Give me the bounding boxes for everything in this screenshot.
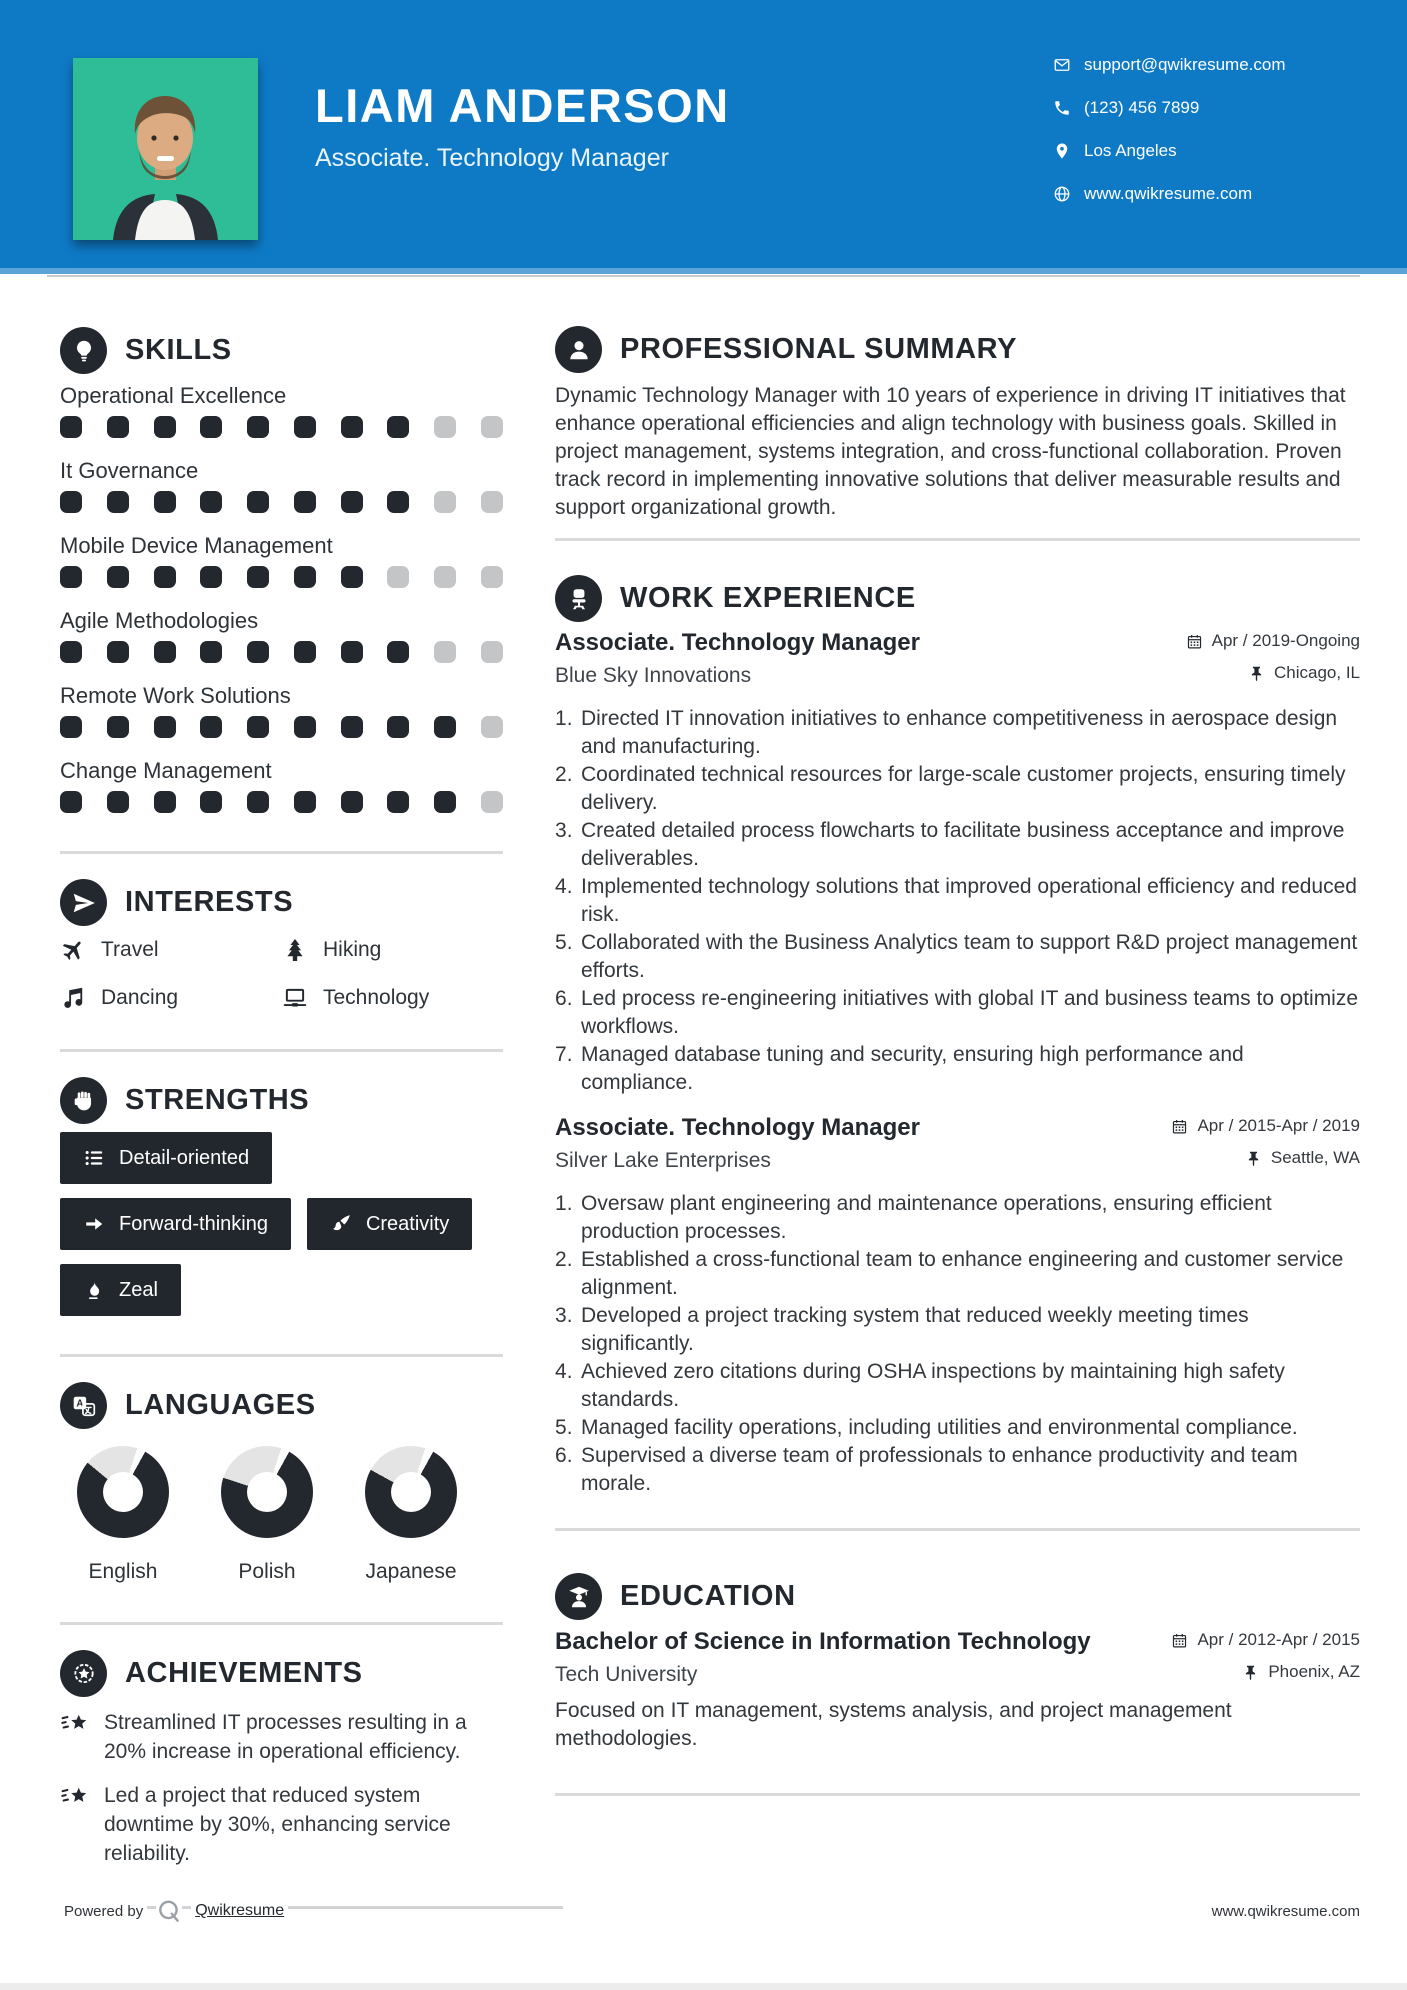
skill-label: It Governance xyxy=(60,458,199,483)
skill-dots xyxy=(60,416,503,438)
skill-dot xyxy=(294,416,316,438)
achievement-item xyxy=(60,1708,503,1766)
envelope-icon xyxy=(1053,56,1071,74)
translate-icon xyxy=(60,1382,107,1429)
job-meta xyxy=(1171,1113,1360,1168)
skill-dot xyxy=(107,416,129,438)
skill-dot xyxy=(434,491,456,513)
interest-item xyxy=(282,937,503,963)
skill-dot xyxy=(247,791,269,813)
skill-dot xyxy=(434,641,456,663)
globe-icon xyxy=(1053,185,1071,203)
skill-dot xyxy=(60,566,82,588)
svg-text:A: A xyxy=(75,1397,83,1409)
contact-text: www.qwikresume.com xyxy=(1084,184,1253,203)
qwikresume-link[interactable]: Qwikresume xyxy=(191,1900,288,1922)
interest-label: Dancing xyxy=(101,986,179,1009)
skill-dot xyxy=(341,416,363,438)
achievements-list xyxy=(60,1708,503,1868)
skill-dot xyxy=(387,791,409,813)
content-columns xyxy=(0,277,1407,1883)
skill-dot xyxy=(200,416,222,438)
lightbulb-icon xyxy=(60,327,107,374)
tree-icon xyxy=(282,937,308,963)
arrow-right-icon xyxy=(83,1213,105,1235)
interests-heading: INTERESTS xyxy=(125,886,294,918)
job-bullet: Developed a project tracking system that reduced weekly meeting times significantly. xyxy=(581,1304,1249,1355)
language-item xyxy=(221,1446,313,1584)
pushpin-icon xyxy=(1242,1664,1259,1681)
identity-block xyxy=(315,80,730,173)
education-left xyxy=(555,1627,1091,1688)
skill-dot xyxy=(247,641,269,663)
contact-row xyxy=(1053,184,1286,204)
skill-dot xyxy=(481,566,503,588)
contact-text: (123) 456 7899 xyxy=(1084,98,1200,117)
interests-list xyxy=(60,937,503,1011)
divider xyxy=(60,851,503,854)
language-donut-chart xyxy=(221,1446,313,1538)
contact-text: Los Angeles xyxy=(1084,141,1177,160)
skill-label: Remote Work Solutions xyxy=(60,683,291,708)
contact-row xyxy=(1053,141,1286,161)
skill-dot xyxy=(60,716,82,738)
job-head xyxy=(555,1113,1360,1174)
education-entry xyxy=(555,1627,1360,1753)
person-icon xyxy=(555,326,602,373)
skills-section-head xyxy=(60,327,503,374)
language-label: Japanese xyxy=(365,1560,457,1583)
skill-row xyxy=(60,683,503,738)
education-heading: EDUCATION xyxy=(620,1580,796,1612)
skill-dot xyxy=(154,716,176,738)
achievement-item xyxy=(60,1781,503,1868)
skill-dot xyxy=(481,491,503,513)
graduate-icon xyxy=(555,1573,602,1620)
job-location-row xyxy=(1248,663,1360,683)
languages-list xyxy=(60,1446,503,1584)
skill-dot xyxy=(341,641,363,663)
education-location-row xyxy=(1242,1662,1360,1682)
profile-photo-illustration xyxy=(73,58,258,240)
strengths-heading: STRENGTHS xyxy=(125,1084,310,1116)
job-title: Associate. Technology Manager xyxy=(555,1114,920,1141)
list-icon xyxy=(83,1147,105,1169)
office-chair-icon xyxy=(555,575,602,622)
job-title: Associate. Technology Manager xyxy=(555,629,920,656)
skill-dot xyxy=(434,791,456,813)
divider xyxy=(60,1622,503,1625)
skill-dot xyxy=(107,566,129,588)
language-item xyxy=(365,1446,457,1584)
skill-dot xyxy=(387,491,409,513)
job-bullet: Managed database tuning and security, ensuring high performance and compliance. xyxy=(581,1043,1244,1094)
skill-dot xyxy=(200,566,222,588)
skill-label: Change Management xyxy=(60,758,272,783)
skill-dot xyxy=(294,791,316,813)
languages-heading: LANGUAGES xyxy=(125,1389,316,1421)
skill-dot xyxy=(387,641,409,663)
job-date-row xyxy=(1186,631,1360,651)
summary-text: Dynamic Technology Manager with 10 years of experience in driving IT initiatives that enhance operational efficiencies and align technology with business goals. Skilled in project management, systems integration, and cross-functional collaboration. Proven track record in implementing innovative solutions that deliver measurable results and support organizational growth. xyxy=(555,384,1346,519)
skill-dots xyxy=(60,491,503,513)
job-date: Apr / 2015-Apr / 2019 xyxy=(1197,1116,1360,1135)
interest-label: Hiking xyxy=(323,938,382,961)
laptop-icon xyxy=(282,985,308,1011)
job-head-left xyxy=(555,1113,920,1174)
location-pin-icon xyxy=(1053,142,1071,160)
paper-plane-icon xyxy=(60,879,107,926)
skill-dot xyxy=(200,791,222,813)
job-location: Chicago, IL xyxy=(1274,663,1360,682)
skill-dot xyxy=(247,416,269,438)
header-band xyxy=(0,0,1407,274)
job-bullet: Supervised a diverse team of professionals to enhance productivity and team morale. xyxy=(581,1444,1298,1495)
strength-label: Creativity xyxy=(365,1212,450,1235)
music-note-icon xyxy=(60,985,86,1011)
job-meta xyxy=(1186,628,1360,683)
paintbrush-icon xyxy=(330,1213,352,1235)
skill-dot xyxy=(247,566,269,588)
job-bullet: Coordinated technical resources for large-scale customer projects, ensuring timely delivery. xyxy=(581,763,1346,814)
strengths-list xyxy=(60,1132,503,1316)
experience-heading: WORK EXPERIENCE xyxy=(620,582,916,614)
calendar-icon xyxy=(1186,633,1203,650)
skill-dot xyxy=(200,641,222,663)
skill-dot xyxy=(434,716,456,738)
skill-dot xyxy=(481,791,503,813)
job-bullet-list xyxy=(555,1190,1360,1498)
strength-chip xyxy=(307,1198,472,1250)
calendar-icon xyxy=(1171,1118,1188,1135)
fist-icon xyxy=(60,1077,107,1124)
calendar-icon xyxy=(1171,1632,1188,1649)
job-bullet: Oversaw plant engineering and maintenance operations, ensuring efficient production processes. xyxy=(581,1192,1272,1243)
flame-icon xyxy=(83,1279,105,1301)
profile-photo xyxy=(73,58,258,240)
skill-row xyxy=(60,383,503,438)
skill-dot xyxy=(154,641,176,663)
pushpin-icon xyxy=(1248,665,1265,682)
achievement-text: Led a project that reduced system downtime by 30%, enhancing service reliability. xyxy=(104,1784,451,1865)
interests-section-head xyxy=(60,879,503,926)
skill-dot xyxy=(200,716,222,738)
skill-dot xyxy=(387,566,409,588)
job-bullet: Directed IT innovation initiatives to enhance competitiveness in aerospace design and manufacturing. xyxy=(581,707,1338,758)
skill-dot xyxy=(387,716,409,738)
skill-row xyxy=(60,458,503,513)
divider xyxy=(555,538,1360,541)
job-bullet: Established a cross-functional team to enhance engineering and customer service alignment. xyxy=(581,1248,1344,1299)
skill-dot xyxy=(107,491,129,513)
education-meta xyxy=(1171,1627,1360,1682)
job-entry xyxy=(555,628,1360,1097)
interest-label: Travel xyxy=(101,938,159,961)
summary-section-head xyxy=(555,326,1360,373)
skill-dot xyxy=(434,566,456,588)
contact-row xyxy=(1053,55,1286,75)
achievements-section-head xyxy=(60,1650,503,1697)
achievement-text: Streamlined IT processes resulting in a 20% increase in operational efficiency. xyxy=(104,1711,467,1763)
summary-heading: PROFESSIONAL SUMMARY xyxy=(620,333,1018,365)
skill-dot xyxy=(107,716,129,738)
skill-row xyxy=(60,758,503,813)
contact-list xyxy=(1053,55,1286,204)
skill-dot xyxy=(154,416,176,438)
qwikresume-logo-icon xyxy=(156,1898,182,1924)
skills-heading: SKILLS xyxy=(125,334,232,366)
job-company: Silver Lake Enterprises xyxy=(555,1149,771,1172)
experience-section-head xyxy=(555,575,1360,622)
skill-dot xyxy=(341,716,363,738)
skill-dot xyxy=(341,791,363,813)
main-column xyxy=(555,277,1360,1883)
divider xyxy=(555,1528,1360,1531)
interest-label: Technology xyxy=(323,986,430,1009)
pushpin-icon xyxy=(1245,1150,1262,1167)
job-company: Blue Sky Innovations xyxy=(555,664,752,687)
skills-list xyxy=(60,383,503,813)
skill-dot xyxy=(341,566,363,588)
job-location: Seattle, WA xyxy=(1270,1148,1360,1167)
interest-item xyxy=(60,937,282,963)
skill-label: Operational Excellence xyxy=(60,383,287,408)
language-item xyxy=(77,1446,169,1584)
skill-dots xyxy=(60,791,503,813)
job-date-row xyxy=(1171,1116,1360,1136)
strength-chip xyxy=(60,1264,181,1316)
skill-row xyxy=(60,533,503,588)
skill-dot xyxy=(154,566,176,588)
skill-dot xyxy=(294,491,316,513)
skill-dot xyxy=(154,791,176,813)
sidebar-column xyxy=(60,277,503,1883)
strength-chip xyxy=(60,1132,272,1184)
education-section-head xyxy=(555,1573,1360,1620)
education-date-row xyxy=(1171,1630,1360,1650)
job-entry xyxy=(555,1113,1360,1498)
skill-dot xyxy=(60,416,82,438)
job-bullet: Achieved zero citations during OSHA inspections by maintaining high safety standards. xyxy=(581,1360,1285,1411)
job-bullet: Led process re-engineering initiatives with global IT and business teams to optimize workflows. xyxy=(581,987,1359,1038)
skill-dot xyxy=(60,791,82,813)
divider xyxy=(60,1049,503,1052)
skill-dot xyxy=(434,416,456,438)
strengths-section-head xyxy=(60,1077,503,1124)
job-bullet: Created detailed process flowcharts to facilitate business acceptance and improve deliverables. xyxy=(581,819,1345,870)
powered-by-label: Powered by xyxy=(60,1901,147,1922)
contact-row xyxy=(1053,98,1286,118)
footer-powered-by xyxy=(60,1898,288,1924)
phone-icon xyxy=(1053,99,1071,117)
strength-label: Zeal xyxy=(119,1278,158,1301)
language-label: English xyxy=(88,1560,158,1583)
skill-dot xyxy=(107,641,129,663)
language-donut-chart xyxy=(77,1446,169,1538)
page-bottom-strip xyxy=(0,1983,1407,1990)
job-bullet: Managed facility operations, including utilities and environmental compliance. xyxy=(581,1416,1298,1439)
achievements-heading: ACHIEVEMENTS xyxy=(125,1657,363,1689)
job-bullet-list xyxy=(555,705,1360,1097)
education-head xyxy=(555,1627,1360,1688)
strength-label: Forward-thinking xyxy=(119,1212,268,1235)
job-date: Apr / 2019-Ongoing xyxy=(1211,631,1360,650)
interest-item xyxy=(60,985,282,1011)
job-head xyxy=(555,628,1360,689)
skill-dot xyxy=(107,791,129,813)
job-bullet: Implemented technology solutions that improved operational efficiency and reduced risk. xyxy=(581,875,1357,926)
job-location-row xyxy=(1245,1148,1360,1168)
job-head-left xyxy=(555,628,920,689)
strength-label: Detail-oriented xyxy=(119,1146,250,1169)
job-bullet: Collaborated with the Business Analytics team to support R&D project management efforts. xyxy=(581,931,1358,982)
skill-dot xyxy=(341,491,363,513)
skill-dot xyxy=(294,641,316,663)
shooting-star-icon xyxy=(60,1710,90,1740)
footer-website: www.qwikresume.com xyxy=(1211,1903,1360,1920)
education-description: Focused on IT management, systems analysis, and project management methodologies. xyxy=(555,1699,1232,1750)
skill-label: Mobile Device Management xyxy=(60,533,333,558)
divider xyxy=(60,1354,503,1357)
interest-item xyxy=(282,985,503,1011)
skill-dot xyxy=(481,716,503,738)
skill-dot xyxy=(247,491,269,513)
education-location: Phoenix, AZ xyxy=(1268,1662,1360,1681)
skill-dot xyxy=(247,716,269,738)
skill-label: Agile Methodologies xyxy=(60,608,259,633)
language-label: Polish xyxy=(238,1560,296,1583)
degree-title: Bachelor of Science in Information Technology xyxy=(555,1628,1091,1655)
education-date: Apr / 2012-Apr / 2015 xyxy=(1197,1630,1360,1649)
shooting-star-icon xyxy=(60,1783,90,1813)
contact-text: support@qwikresume.com xyxy=(1084,55,1286,74)
skill-dot xyxy=(60,641,82,663)
skill-dots xyxy=(60,641,503,663)
strength-chip xyxy=(60,1198,291,1250)
skill-dot xyxy=(294,566,316,588)
skill-dot xyxy=(200,491,222,513)
jobs-list xyxy=(555,628,1360,1498)
school-name: Tech University xyxy=(555,1663,698,1686)
skill-dot xyxy=(154,491,176,513)
airplane-icon xyxy=(60,937,86,963)
skill-dot xyxy=(481,641,503,663)
divider xyxy=(555,1793,1360,1796)
skill-dots xyxy=(60,566,503,588)
person-name: LIAM ANDERSON xyxy=(315,79,730,132)
skill-row xyxy=(60,608,503,663)
skill-dot xyxy=(481,416,503,438)
medal-star-icon xyxy=(60,1650,107,1697)
language-donut-chart xyxy=(365,1446,457,1538)
skill-dot xyxy=(60,491,82,513)
skill-dots xyxy=(60,716,503,738)
languages-section-head xyxy=(60,1382,503,1429)
skill-dot xyxy=(294,716,316,738)
person-title: Associate. Technology Manager xyxy=(315,144,669,172)
skill-dot xyxy=(387,416,409,438)
